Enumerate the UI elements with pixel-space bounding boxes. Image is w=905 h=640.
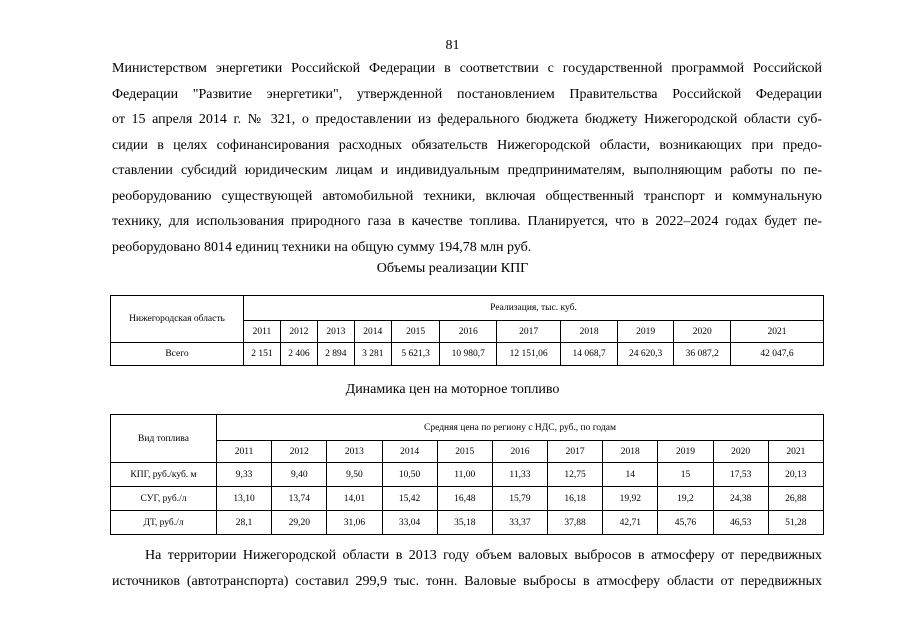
- table-cell: 26,88: [768, 487, 823, 511]
- table-cell: 10 980,7: [440, 343, 497, 366]
- table-cell: 35,18: [437, 511, 492, 535]
- text-line: реоборудовано 8014 единиц техники на общую сумму 194,78 млн руб.: [112, 239, 532, 255]
- text-line: сидии в целях софинансирования расходных обязательств Нижегородской области, возникающих при предо-: [112, 137, 822, 153]
- row-label: Всего: [111, 343, 244, 366]
- year-header: 2020: [713, 441, 768, 463]
- table-cell: 13,74: [272, 487, 327, 511]
- table-cell: 29,20: [272, 511, 327, 535]
- table-cell: 28,1: [217, 511, 272, 535]
- year-header: 2021: [731, 321, 824, 343]
- year-header: 2016: [492, 441, 547, 463]
- text-line: от 15 апреля 2014 г. № 321, о предоставлении из федерального бюджета бюджету Нижегородской области суб-: [112, 112, 822, 127]
- table-cell: 2 406: [280, 343, 317, 366]
- table-caption-fuel-prices: Динамика цен на моторное топливо: [345, 382, 560, 397]
- table-cell: 33,37: [492, 511, 547, 535]
- table-cell: 17,53: [713, 463, 768, 487]
- table-cell: 15: [658, 463, 713, 487]
- table-cell: 14,01: [327, 487, 382, 511]
- table-cell: 12 151,06: [496, 343, 560, 366]
- table-cell: 20,13: [768, 463, 823, 487]
- table-cell: 9,50: [327, 463, 382, 487]
- table-cell: 9,40: [272, 463, 327, 487]
- table-cell: 42,71: [603, 511, 658, 535]
- table-cell: 15,79: [492, 487, 547, 511]
- cng-volumes-table: [110, 295, 824, 366]
- table-cell: 11,33: [492, 463, 547, 487]
- year-header: 2012: [272, 441, 327, 463]
- table-cell: 5 621,3: [391, 343, 440, 366]
- table-row: [111, 463, 824, 487]
- text-line: ставлении субсидий юридическим лицам и индивидуальным предпринимателям, выполняющим работы по пе-: [112, 163, 822, 178]
- table-cell: 14: [603, 463, 658, 487]
- table-row-header: Нижегородская область: [111, 296, 244, 343]
- year-header: 2017: [496, 321, 560, 343]
- fuel-prices-table: [110, 414, 824, 535]
- table-group-header: Реализация, тыс. куб.: [244, 296, 824, 321]
- table-cell: 51,28: [768, 511, 823, 535]
- year-header: 2016: [440, 321, 497, 343]
- table-cell: 15,42: [382, 487, 437, 511]
- table-row-header: Вид топлива: [111, 415, 217, 463]
- text-line: Федерации "Развитие энергетики", утвержденной постановлением Правительства Российской Федерации: [112, 86, 822, 102]
- table-cell: 24,38: [713, 487, 768, 511]
- table-cell: 33,04: [382, 511, 437, 535]
- year-header: 2014: [382, 441, 437, 463]
- table-cell: 10,50: [382, 463, 437, 487]
- table-caption-cng-volumes: Объемы реализации КПГ: [376, 261, 529, 276]
- year-header: 2012: [280, 321, 317, 343]
- year-header: 2019: [658, 441, 713, 463]
- table-cell: 9,33: [217, 463, 272, 487]
- table-cell: 2 894: [317, 343, 354, 366]
- year-header: 2014: [354, 321, 391, 343]
- year-header: 2011: [244, 321, 281, 343]
- table-cell: 46,53: [713, 511, 768, 535]
- row-label: КПГ, руб./куб. м: [111, 463, 217, 487]
- row-label: ДТ, руб./л: [111, 511, 217, 535]
- year-header: 2015: [437, 441, 492, 463]
- table-cell: 3 281: [354, 343, 391, 366]
- text-line: Министерством энергетики Российской Федерации в соответствии с государственной программой Российской: [112, 61, 822, 76]
- table-cell: 19,92: [603, 487, 658, 511]
- year-header: 2011: [217, 441, 272, 463]
- table-cell: 45,76: [658, 511, 713, 535]
- table-cell: 12,75: [548, 463, 603, 487]
- table-cell: 16,48: [437, 487, 492, 511]
- text-line: технику, для использования природного газа в качестве топлива. Планируется, что в 2022–2024 годах будет пе-: [112, 214, 822, 229]
- table-cell: 24 620,3: [617, 343, 674, 366]
- year-header: 2019: [617, 321, 674, 343]
- year-header: 2021: [768, 441, 823, 463]
- table-cell: 19,2: [658, 487, 713, 511]
- table-year-row: [111, 441, 824, 463]
- table-cell: 14 068,7: [561, 343, 618, 366]
- page-number: 81: [445, 38, 460, 53]
- table-group-header: Средняя цена по региону с НДС, руб., по годам: [217, 415, 824, 441]
- year-header: 2018: [561, 321, 618, 343]
- year-header: 2020: [674, 321, 731, 343]
- table-cell: 37,88: [548, 511, 603, 535]
- table-cell: 2 151: [244, 343, 281, 366]
- table-cell: 42 047,6: [731, 343, 824, 366]
- table-row: [111, 343, 824, 366]
- text-line: источников (автотранспорта) составил 299,9 тыс. тонн. Валовые выбросы в атмосферу области от передвижных: [112, 573, 822, 589]
- table-row: [111, 511, 824, 535]
- text-line: На территории Нижегородской области в 2013 году объем валовых выбросов в атмосферу от передвижных: [145, 548, 822, 563]
- year-header: 2013: [317, 321, 354, 343]
- paragraph-emissions: [112, 543, 822, 594]
- year-header: 2013: [327, 441, 382, 463]
- year-header: 2018: [603, 441, 658, 463]
- table-cell: 31,06: [327, 511, 382, 535]
- paragraph-subsidy: [112, 56, 822, 260]
- table-row: [111, 487, 824, 511]
- year-header: 2017: [548, 441, 603, 463]
- table-cell: 11,00: [437, 463, 492, 487]
- row-label: СУГ, руб./л: [111, 487, 217, 511]
- table-cell: 36 087,2: [674, 343, 731, 366]
- table-cell: 16,18: [548, 487, 603, 511]
- year-header: 2015: [391, 321, 440, 343]
- text-line: реоборудованию существующей автомобильной техники, включая общественный транспорт и коммунальную: [112, 188, 822, 204]
- table-cell: 13,10: [217, 487, 272, 511]
